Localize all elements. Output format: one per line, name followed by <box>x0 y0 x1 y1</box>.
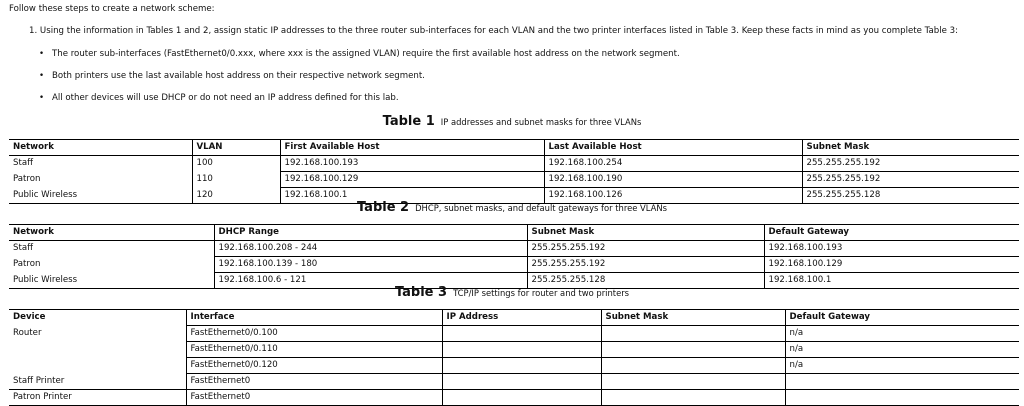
cell-ip-address-input[interactable] <box>442 326 601 342</box>
cell-default-gateway: 192.168.100.1 <box>764 273 1019 289</box>
cell-last-host: 192.168.100.190 <box>544 172 802 188</box>
table1-label: Table 1 <box>382 114 435 129</box>
cell-device: Router <box>13 327 42 338</box>
column-header: Subnet Mask <box>601 310 785 326</box>
cell-subnet-mask-input[interactable] <box>601 326 785 342</box>
cell-network: Patron <box>13 173 41 184</box>
cell-subnet-mask: 255.255.255.128 <box>527 273 764 289</box>
cell-first-host: 192.168.100.129 <box>280 172 544 188</box>
column-header: IP Address <box>442 310 601 326</box>
cell-first-host: 192.168.100.1 <box>280 188 544 204</box>
cell-subnet-mask-input[interactable] <box>601 374 785 390</box>
column-header: DHCP Range <box>214 225 527 241</box>
table2-dhcp-settings <box>9 224 1019 289</box>
cell-device: Staff Printer <box>9 374 186 390</box>
table-row <box>9 358 1019 374</box>
table1-description: IP addresses and subnet masks for three VLANs <box>440 117 642 127</box>
cell-ip-address-input[interactable] <box>442 358 601 374</box>
cell-subnet-mask-input[interactable] <box>601 342 785 358</box>
cell-dhcp-range: 192.168.100.6 - 121 <box>214 273 527 289</box>
cell-device <box>9 358 186 374</box>
cell-network: Staff <box>13 243 34 253</box>
cell-subnet-mask: 255.255.255.192 <box>802 156 1019 172</box>
cell-first-host: 192.168.100.193 <box>280 156 544 172</box>
table-row <box>9 172 1019 188</box>
cell-interface: FastEthernet0/0.110 <box>186 342 442 358</box>
column-header: Subnet Mask <box>527 225 764 241</box>
cell-default-gateway: 192.168.100.129 <box>764 257 1019 273</box>
table2-description: DHCP, subnet masks, and default gateways for three VLANs <box>415 203 668 213</box>
column-header: Default Gateway <box>764 225 1019 241</box>
table2-caption <box>0 200 1024 215</box>
cell-default-gateway: 192.168.100.193 <box>764 241 1019 257</box>
column-header: Network <box>9 225 214 241</box>
table1-vlan-ip-addresses <box>9 139 1019 204</box>
table-header-row <box>9 225 1019 241</box>
cell-default-gateway: n/a <box>785 358 1019 374</box>
column-header: First Available Host <box>280 140 544 156</box>
cell-subnet-mask-input[interactable] <box>601 358 785 374</box>
cell-dhcp-range: 192.168.100.139 - 180 <box>214 257 527 273</box>
column-header: Subnet Mask <box>802 140 1019 156</box>
cell-interface: FastEthernet0/0.100 <box>186 326 442 342</box>
cell-vlan: 120 <box>192 188 280 204</box>
cell-device <box>9 342 186 358</box>
table-header-row <box>9 140 1019 156</box>
table-header-row <box>9 310 1019 326</box>
column-header: Default Gateway <box>785 310 1019 326</box>
cell-ip-address-input[interactable] <box>442 390 601 406</box>
cell-subnet-mask: 255.255.255.192 <box>527 257 764 273</box>
table-row <box>9 241 1019 257</box>
intro-text: Follow these steps to create a network scheme: <box>9 4 215 14</box>
table3-caption <box>0 285 1024 300</box>
table3-label: Table 3 <box>394 285 448 300</box>
table-row <box>9 342 1019 358</box>
table-row <box>9 326 1019 342</box>
cell-default-gateway-input[interactable] <box>785 374 1019 390</box>
cell-vlan: 110 <box>192 172 280 188</box>
cell-network: Patron <box>13 258 41 269</box>
cell-subnet-mask-input[interactable] <box>601 390 785 406</box>
cell-interface: FastEthernet0 <box>186 374 442 390</box>
cell-ip-address-input[interactable] <box>442 374 601 390</box>
column-header: Network <box>9 140 192 156</box>
table-row <box>9 257 1019 273</box>
cell-network: Public Wireless <box>9 273 214 289</box>
table3-tcpip-settings <box>9 309 1019 406</box>
cell-dhcp-range: 192.168.100.208 - 244 <box>214 241 527 257</box>
bullet-router-subinterfaces: • The router sub-interfaces (FastEthernet0/0.xxx, where xxx is the assigned VLAN) require the first available host address on the network segment. <box>52 49 680 59</box>
bullet-other-devices: • All other devices will use DHCP or do not need an IP address defined for this lab. <box>52 93 399 103</box>
cell-subnet-mask: 255.255.255.192 <box>802 172 1019 188</box>
cell-default-gateway: n/a <box>785 326 1019 342</box>
cell-default-gateway-input[interactable] <box>785 390 1019 406</box>
cell-device: Patron Printer <box>9 390 186 406</box>
table3-description: TCP/IP settings for router and two printers <box>453 288 630 298</box>
cell-subnet-mask: 255.255.255.128 <box>802 188 1019 204</box>
cell-last-host: 192.168.100.126 <box>544 188 802 204</box>
table-row <box>9 374 1019 390</box>
table1-caption <box>0 114 1024 129</box>
step-1-text: 1. Using the information in Tables 1 and 2, assign static IP addresses to the three router sub-interfaces for each VLAN and the two printer interfaces listed in Table 3. Keep these facts in mind as you complete Table 3: <box>29 26 958 36</box>
table2-label: Table 2 <box>356 200 410 215</box>
column-header: Interface <box>186 310 442 326</box>
column-header: Device <box>13 312 46 322</box>
cell-subnet-mask: 255.255.255.192 <box>527 241 764 257</box>
cell-last-host: 192.168.100.254 <box>544 156 802 172</box>
cell-network: Staff <box>13 158 34 168</box>
cell-network: Public Wireless <box>9 188 192 204</box>
cell-interface: FastEthernet0 <box>186 390 442 406</box>
cell-default-gateway: n/a <box>785 342 1019 358</box>
cell-interface: FastEthernet0/0.120 <box>186 358 442 374</box>
cell-vlan: 100 <box>192 156 280 172</box>
table-row <box>9 390 1019 406</box>
table-row <box>9 156 1019 172</box>
bullet-printers: • Both printers use the last available host address on their respective network segment. <box>52 71 425 81</box>
column-header: Last Available Host <box>544 140 802 156</box>
cell-ip-address-input[interactable] <box>442 342 601 358</box>
column-header: VLAN <box>192 140 280 156</box>
